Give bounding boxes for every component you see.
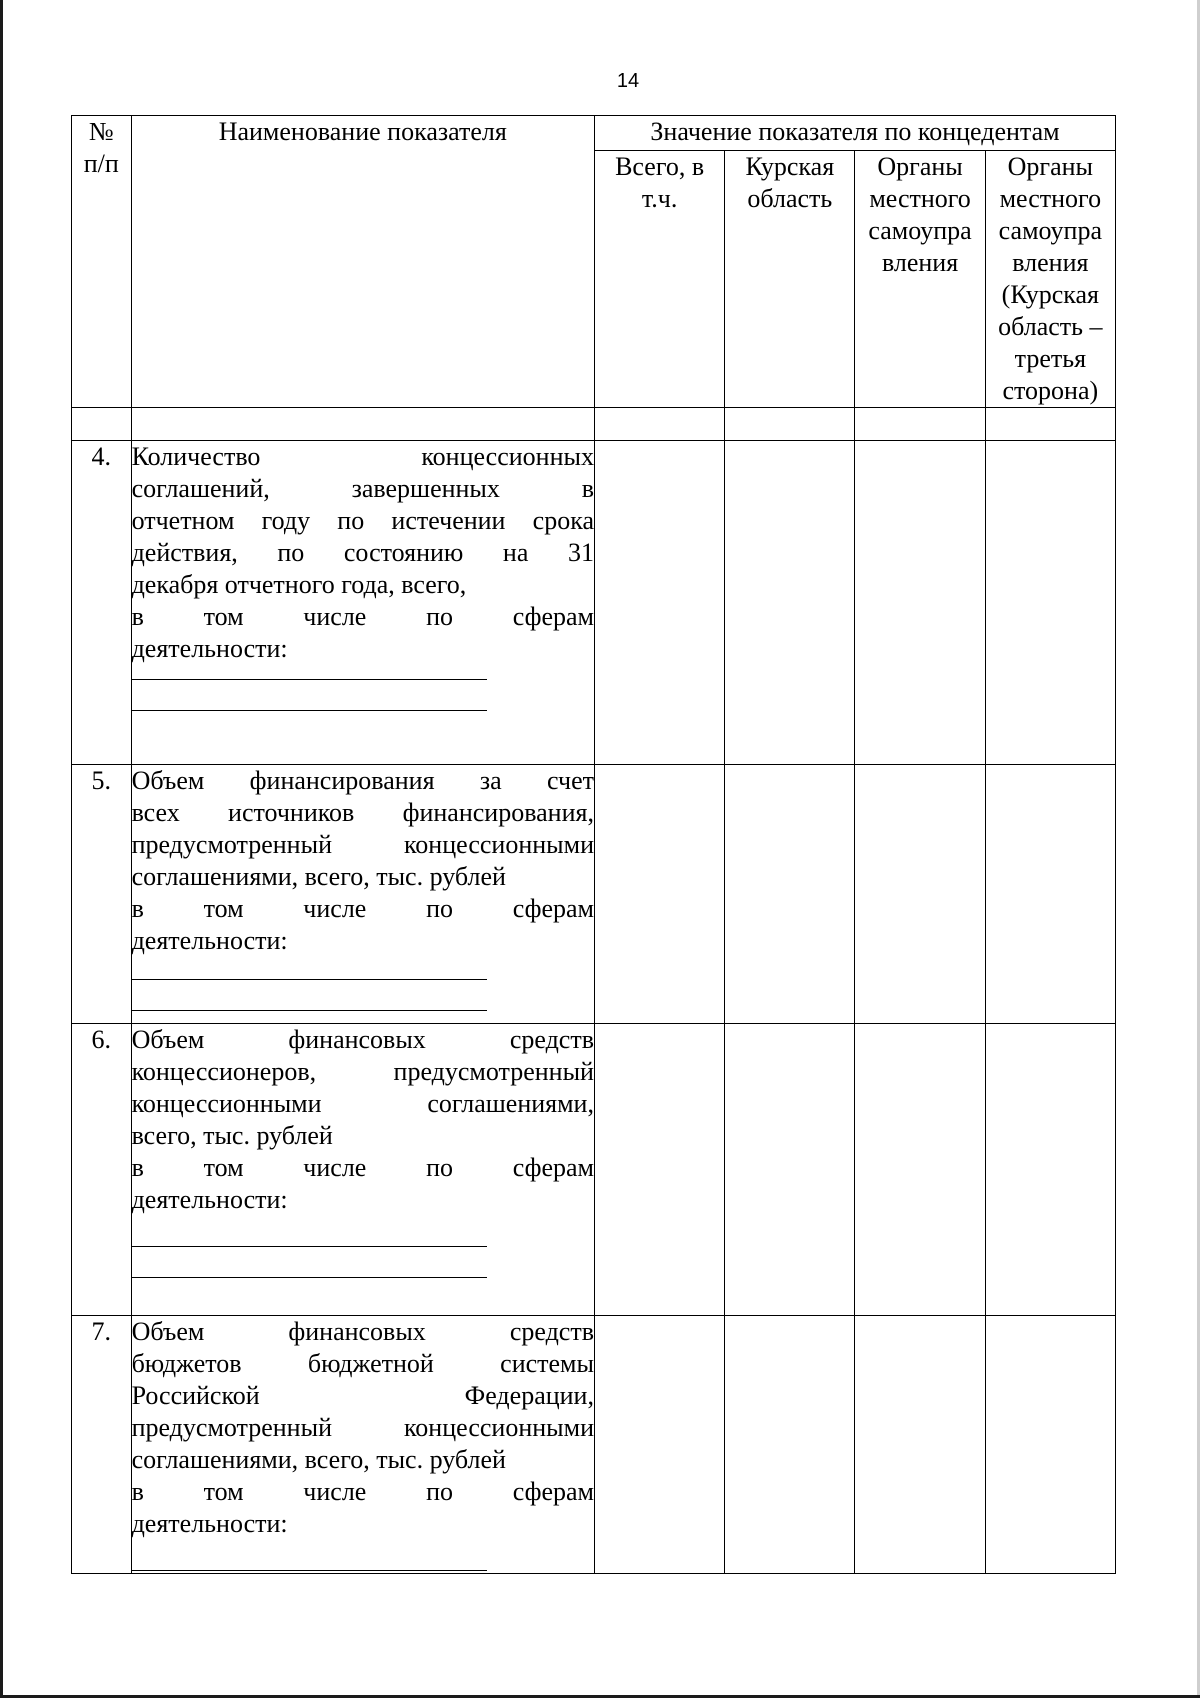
text-line: в том числе по сферам [131,602,594,631]
header-number [72,116,132,408]
indicator-name [131,1316,594,1574]
page-number: 14 [616,70,640,92]
value-kursk-region [725,1024,855,1316]
text-line: в том числе по сферам [131,894,594,923]
header-indicator-name: Наименование показателя [131,116,594,408]
text-line: соглашениями, всего, тыс. рублей [131,862,506,891]
header-kursk-region [725,151,855,408]
table-cell [855,408,985,441]
text-line: Объем финансовых средств [131,1317,594,1346]
text-line: деятельности: [131,1185,288,1214]
value-kursk-region [725,765,855,1024]
scan-border-left [0,0,3,1698]
text-line: в том числе по сферам [131,1153,594,1182]
row-number: 5. [72,765,132,1024]
indicators-table [71,115,1116,1574]
header-number-line: п/п [83,149,119,178]
value-total [594,765,724,1024]
header-line: местного [999,184,1102,213]
header-line: т.ч. [641,184,678,213]
value-local-government-third-party [985,1024,1115,1316]
text-line: всех источников финансирования, [131,798,594,827]
table-row-blank [72,408,1116,441]
text-line: отчетном году по истечении срока [131,506,594,535]
text-line: концессионеров, предусмотренный [131,1057,594,1086]
header-local-government [855,151,985,408]
text-line: предусмотренный концессионными [131,1413,594,1442]
text-line: соглашений, завершенных в [131,474,594,503]
text-line: Объем финансирования за счет [131,766,594,795]
text-line: предусмотренный концессионными [131,830,594,859]
indicator-name [131,1024,594,1316]
header-line: область – [998,312,1103,341]
header-line: самоупра [868,216,972,245]
indicator-name [131,441,594,765]
row-number: 6. [72,1024,132,1316]
value-kursk-region [725,1316,855,1574]
header-values-by-grantor: Значение показателя по концедентам [594,116,1115,151]
header-line: Органы [877,152,963,181]
indicator-name [131,765,594,1024]
text-line: концессионными соглашениями, [131,1089,594,1118]
header-number-line: № [88,117,114,146]
value-kursk-region [725,441,855,765]
header-total [594,151,724,408]
table-cell [72,408,132,441]
value-local-government [855,1024,985,1316]
fill-in-line [132,1277,487,1278]
table-cell [594,408,724,441]
value-total [594,441,724,765]
text-line: деятельности: [131,926,288,955]
table-cell [725,408,855,441]
header-line: Органы [1007,152,1094,181]
value-total [594,1024,724,1316]
header-line: сторона) [1002,376,1099,405]
header-line: Курская [745,152,835,181]
header-line: третья [1014,344,1087,373]
text-line: деятельности: [131,1509,288,1538]
header-line: вления [1012,248,1089,277]
text-line: соглашениями, всего, тыс. рублей [131,1445,506,1474]
fill-in-line [132,710,487,711]
table-row [72,1024,1116,1316]
header-line: (Курская [1001,280,1099,309]
row-number: 7. [72,1316,132,1574]
text-line: Количество концессионных [131,442,594,471]
header-line: самоупра [998,216,1102,245]
value-local-government [855,441,985,765]
fill-in-line [132,1010,487,1011]
text-line: действия, по состоянию на 31 [131,538,594,567]
row-number: 4. [72,441,132,765]
header-line: Всего, в [615,152,705,181]
text-line: Объем финансовых средств [131,1025,594,1054]
fill-in-line [132,1570,487,1571]
value-total [594,1316,724,1574]
text-line: в том числе по сферам [131,1477,594,1506]
header-line: вления [881,248,959,277]
text-line: декабря отчетного года, всего, [131,570,467,599]
value-local-government [855,1316,985,1574]
value-local-government-third-party [985,1316,1115,1574]
text-line: всего, тыс. рублей [131,1121,333,1150]
text-line: деятельности: [131,634,288,663]
header-local-government-third-party [985,151,1115,408]
table-row [72,1316,1116,1574]
table-row [72,765,1116,1024]
value-local-government-third-party [985,441,1115,765]
value-local-government [855,765,985,1024]
table-cell [131,408,594,441]
table-cell [985,408,1115,441]
header-line: область [747,184,833,213]
value-local-government-third-party [985,765,1115,1024]
text-line: бюджетов бюджетной системы [131,1349,594,1378]
table-row [72,441,1116,765]
text-line: Российской Федерации, [131,1381,594,1410]
header-line: местного [869,184,971,213]
